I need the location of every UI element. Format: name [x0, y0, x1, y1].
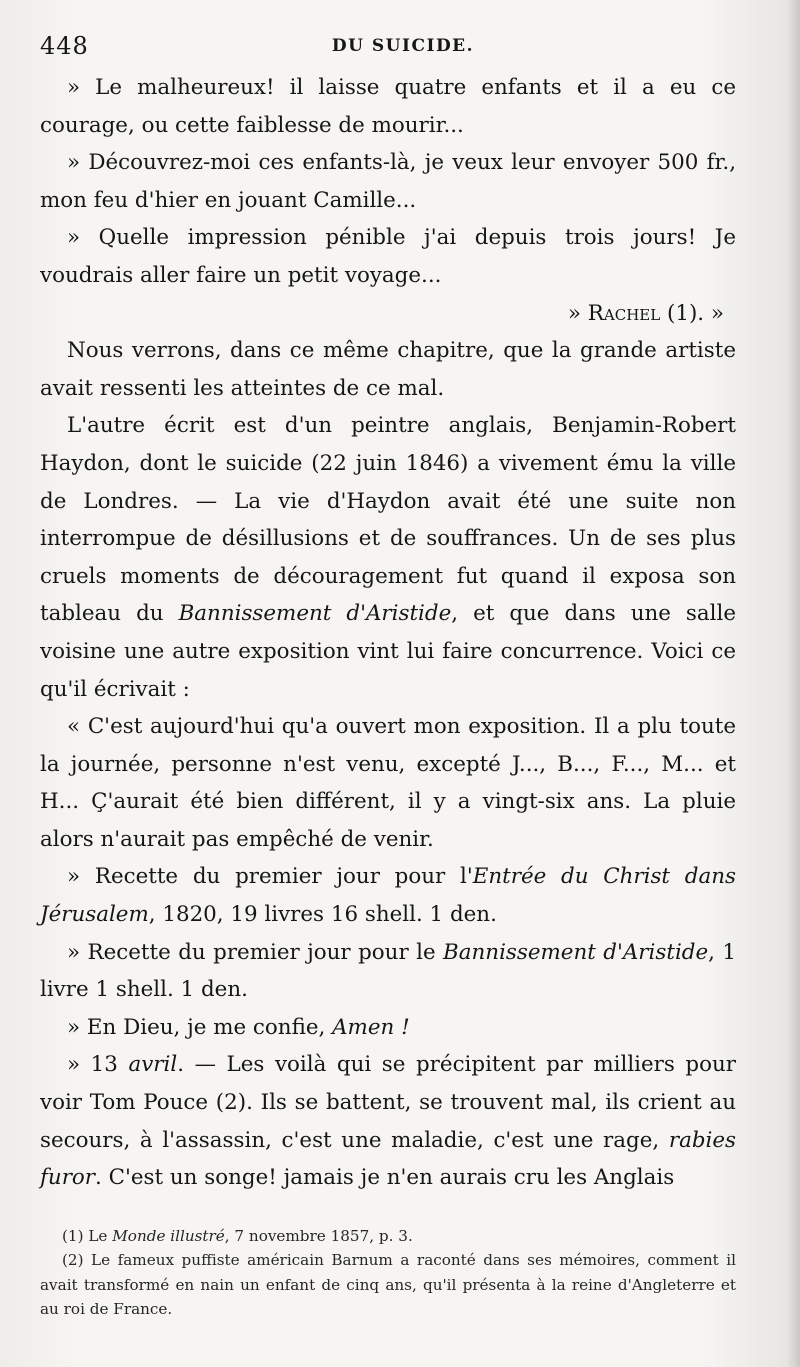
painting-title: Bannissement d'Aristide — [443, 939, 709, 965]
footnotes — [40, 1224, 736, 1321]
painting-title: Bannissement d'Aristide — [178, 601, 452, 627]
page-number: 448 — [40, 32, 89, 60]
paragraph-3: » Quelle impression pénible j'ai depuis trois jours! Je voudrais aller faire un petit voyage... — [40, 225, 736, 288]
paragraph-2: » Découvrez-moi ces enfants-là, je veux leur envoyer 500 fr., mon feu d'hier en jouant Camille... — [40, 150, 736, 213]
italic-amen: Amen ! — [332, 1014, 410, 1040]
paragraph-8: » Recette du premier jour pour l'Entrée du Christ dans Jérusalem, 1820, 19 livres 16 shell. 1 den. — [40, 864, 736, 928]
painting-title: Entrée du Christ dans Jérusalem — [40, 864, 736, 928]
paragraph-1: » Le malheureux! il laisse quatre enfants et il a eu ce courage, ou cette faiblesse de mourir... — [40, 75, 736, 138]
paragraph-6: L'autre écrit est d'un peintre anglais, Benjamin-Robert Haydon, dont le suicide (22 juin 1846) a vivement ému la ville de Londres. — La vie d'Haydon avait été une suite non interrompue de désillusions et de souffrances. Un de ses plus cruels moments de découragement fut quand il exposa son tableau du Bannissement d'Aristide, et que dans une salle voisine une autre exposition vint lui faire concurrence. Voici ce qu'il écrivait : — [40, 413, 736, 702]
paragraph-11: » 13 avril. — Les voilà qui se précipitent par milliers pour voir Tom Pouce (2). Ils se battent, se trouvent mal, ils crient au secours, à l'assassin, c'est une maladie, c'est une rage, rabies furor. C'est un songe! jamais je n'en aurais cru les Anglais — [40, 1052, 737, 1191]
paragraph-10: » En Dieu, je me confie, Amen ! — [67, 1014, 410, 1040]
page-edge-shadow — [786, 0, 800, 1367]
page-header — [40, 30, 736, 66]
paragraph-7: « C'est aujourd'hui qu'a ouvert mon exposition. Il a plu toute la journée, personne n'est venu, excepté J..., B..., F..., M... et H... Ç'aurait été bien différent, il y a vingt-six ans. La pluie alors n'aurait pas empêché de venir. — [40, 714, 736, 852]
italic-date: avril — [128, 1052, 178, 1078]
footnote-1: (1) Le Monde illustré, 7 novembre 1857, p. 3. — [62, 1227, 413, 1245]
paragraph-5: Nous verrons, dans ce même chapitre, que la grande artiste avait ressenti les atteintes de ce mal. — [40, 338, 736, 401]
author-signature: Rachel — [587, 300, 661, 326]
signature-line: » Rachel (1). » — [567, 300, 724, 326]
paragraph-9: » Recette du premier jour pour le Bannissement d'Aristide, 1 livre 1 shell. 1 den. — [40, 939, 736, 1003]
italic-latin: rabies furor — [40, 1127, 736, 1191]
running-title: DU SUICIDE. — [331, 36, 475, 56]
footnote-2: (2) Le fameux puffiste américain Barnum a raconté dans ses mémoires, comment il avait transformé en nain un enfant de cinq ans, qu'il présenta à la reine d'Angleterre et au roi de France. — [40, 1251, 736, 1318]
body-text — [40, 69, 736, 1197]
